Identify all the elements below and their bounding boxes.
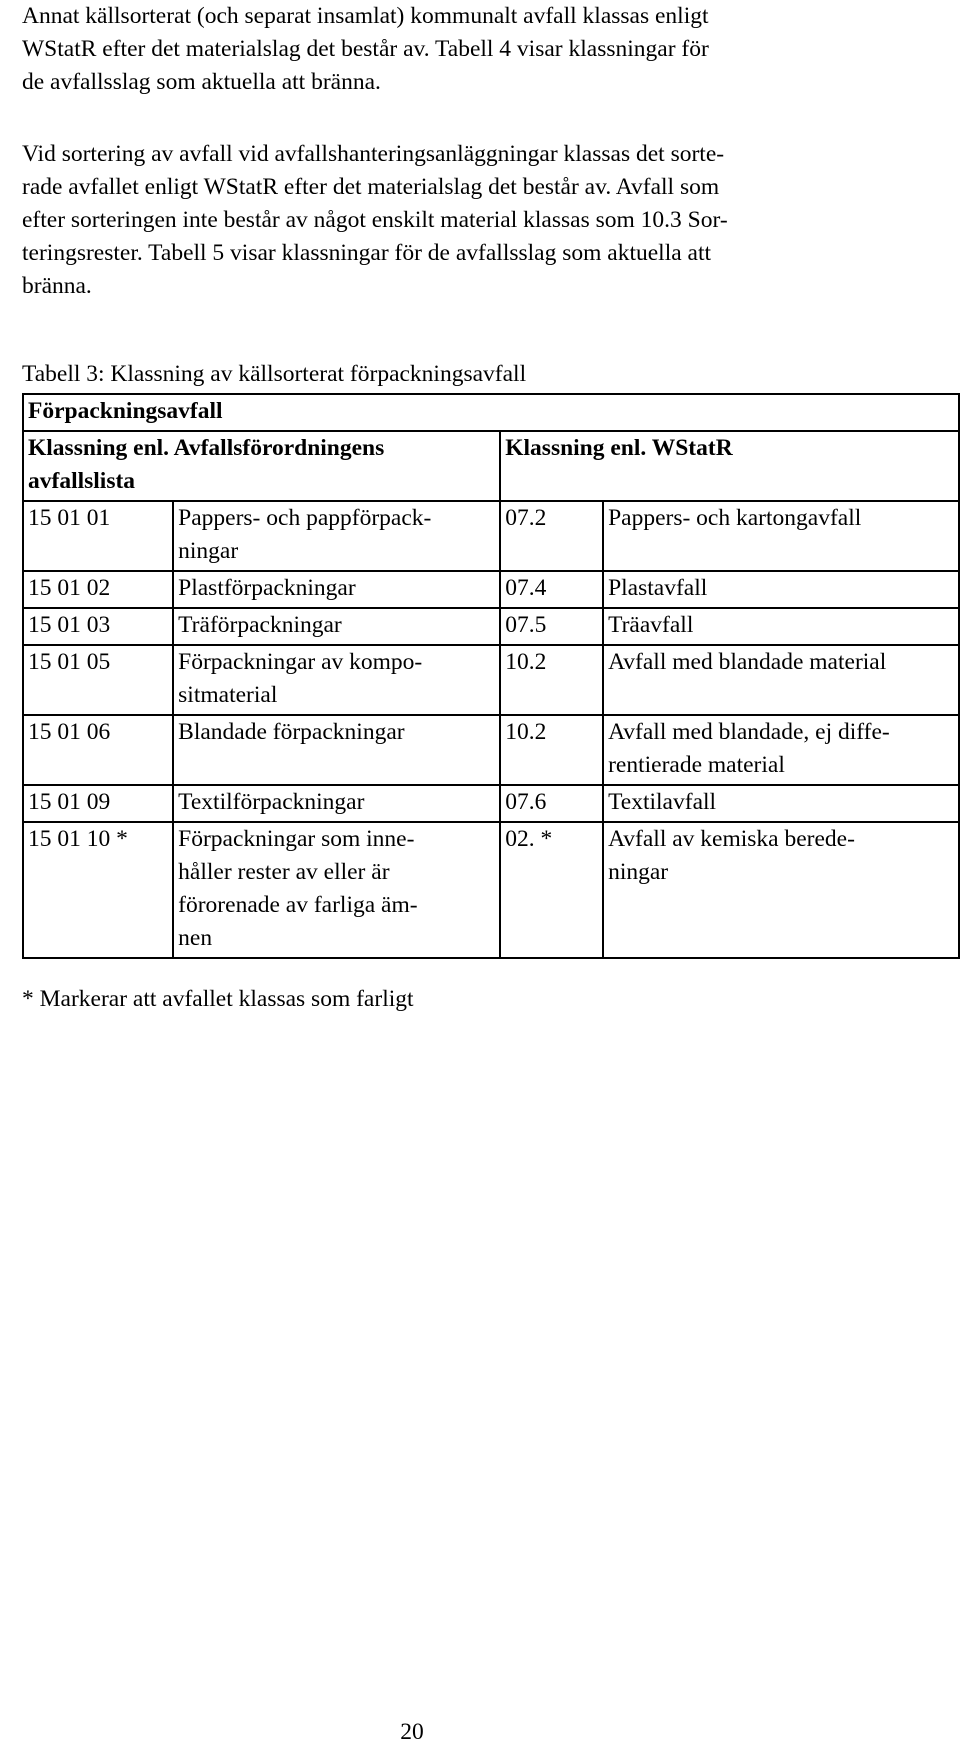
cell-line: Träförpackningar <box>178 612 342 638</box>
cell-line: förorenade av farliga äm- <box>178 892 418 918</box>
cell-line: Avfall med blandade material <box>608 649 887 675</box>
avfallsforordning-code: 15 01 01 <box>23 501 173 571</box>
text-line: Annat källsorterat (och separat insamlat) kommunalt avfall klassas enligt <box>22 3 709 29</box>
table-caption: Tabell 3: Klassning av källsorterat förpackningsavfall <box>22 361 527 387</box>
paragraph-2 <box>22 138 728 303</box>
header-line: avfallslista <box>28 468 136 494</box>
page-number: 20 <box>400 1719 424 1745</box>
text-line: bränna. <box>22 273 92 299</box>
avfallsforordning-code: 15 01 06 <box>23 715 173 785</box>
text-line: de avfallsslag som aktuella att bränna. <box>22 69 381 95</box>
avfallsforordning-name <box>173 822 500 958</box>
avfallsforordning-code: 15 01 09 <box>23 785 173 822</box>
cell-line: Textilförpackningar <box>178 789 365 815</box>
cell-line: Förpackningar som inne- <box>178 826 415 852</box>
wstatr-name <box>603 645 959 715</box>
cell-line: håller rester av eller är <box>178 859 390 885</box>
cell-line: Träavfall <box>608 612 694 638</box>
group-header: Förpackningsavfall <box>23 394 959 431</box>
wstatr-name <box>603 608 959 645</box>
cell-line: Textilavfall <box>608 789 717 815</box>
cell-line: Avfall av kemiska berede- <box>608 826 855 852</box>
table-footnote: * Markerar att avfallet klassas som farligt <box>22 986 414 1012</box>
avfallsforordning-name <box>173 608 500 645</box>
avfallsforordning-name <box>173 571 500 608</box>
wstatr-code: 02. * <box>500 822 603 958</box>
classification-table <box>22 393 960 959</box>
wstatr-code: 10.2 <box>500 645 603 715</box>
cell-line: Pappers- och pappförpack- <box>178 505 432 531</box>
avfallsforordning-name <box>173 501 500 571</box>
cell-line: sitmaterial <box>178 682 278 708</box>
avfallsforordning-code: 15 01 05 <box>23 645 173 715</box>
avfallsforordning-code: 15 01 03 <box>23 608 173 645</box>
cell-line: Blandade förpackningar <box>178 719 405 745</box>
text-line: rade avfallet enligt WStatR efter det materialslag det består av. Avfall som <box>22 174 720 200</box>
text-line: efter sorteringen inte består av något enskilt material klassas som 10.3 Sor- <box>22 207 728 233</box>
wstatr-name <box>603 715 959 785</box>
text-line: teringsrester. Tabell 5 visar klassningar för de avfallsslag som aktuella att <box>22 240 712 266</box>
table-row <box>23 785 959 822</box>
wstatr-name <box>603 501 959 571</box>
table-body <box>23 501 959 958</box>
wstatr-name <box>603 822 959 958</box>
table-row <box>23 608 959 645</box>
wstatr-name <box>603 785 959 822</box>
cell-line: rentierade material <box>608 752 785 778</box>
cell-line: Plastavfall <box>608 575 708 601</box>
table-row <box>23 822 959 958</box>
wstatr-name <box>603 571 959 608</box>
text-line: WStatR efter det materialslag det består av. Tabell 4 visar klassningar för <box>22 36 709 62</box>
table-row <box>23 715 959 785</box>
table-column-header-row <box>23 431 959 501</box>
avfallsforordning-name <box>173 645 500 715</box>
text-line: Vid sortering av avfall vid avfallshanteringsanläggningar klassas det sorte- <box>22 141 725 167</box>
avfallsforordning-code: 15 01 02 <box>23 571 173 608</box>
wstatr-code: 07.2 <box>500 501 603 571</box>
cell-line: Plastförpackningar <box>178 575 356 601</box>
wstatr-code: 10.2 <box>500 715 603 785</box>
table-row <box>23 645 959 715</box>
table-row <box>23 501 959 571</box>
table-group-header-row <box>23 394 959 431</box>
paragraph-1 <box>22 0 709 99</box>
header-line: Klassning enl. Avfallsförordningens <box>28 435 385 461</box>
cell-line: ningar <box>178 538 239 564</box>
cell-line: Pappers- och kartongavfall <box>608 505 862 531</box>
wstatr-code: 07.4 <box>500 571 603 608</box>
cell-line: Avfall med blandade, ej diffe- <box>608 719 890 745</box>
wstatr-code: 07.6 <box>500 785 603 822</box>
avfallsforordning-code: 15 01 10 * <box>23 822 173 958</box>
cell-line: Förpackningar av kompo- <box>178 649 423 675</box>
table-row <box>23 571 959 608</box>
column-header-wstatr: Klassning enl. WStatR <box>500 431 959 501</box>
cell-line: nen <box>178 925 213 951</box>
avfallsforordning-name <box>173 715 500 785</box>
avfallsforordning-name <box>173 785 500 822</box>
column-header-avfallsforordningen <box>23 431 500 501</box>
wstatr-code: 07.5 <box>500 608 603 645</box>
cell-line: ningar <box>608 859 669 885</box>
